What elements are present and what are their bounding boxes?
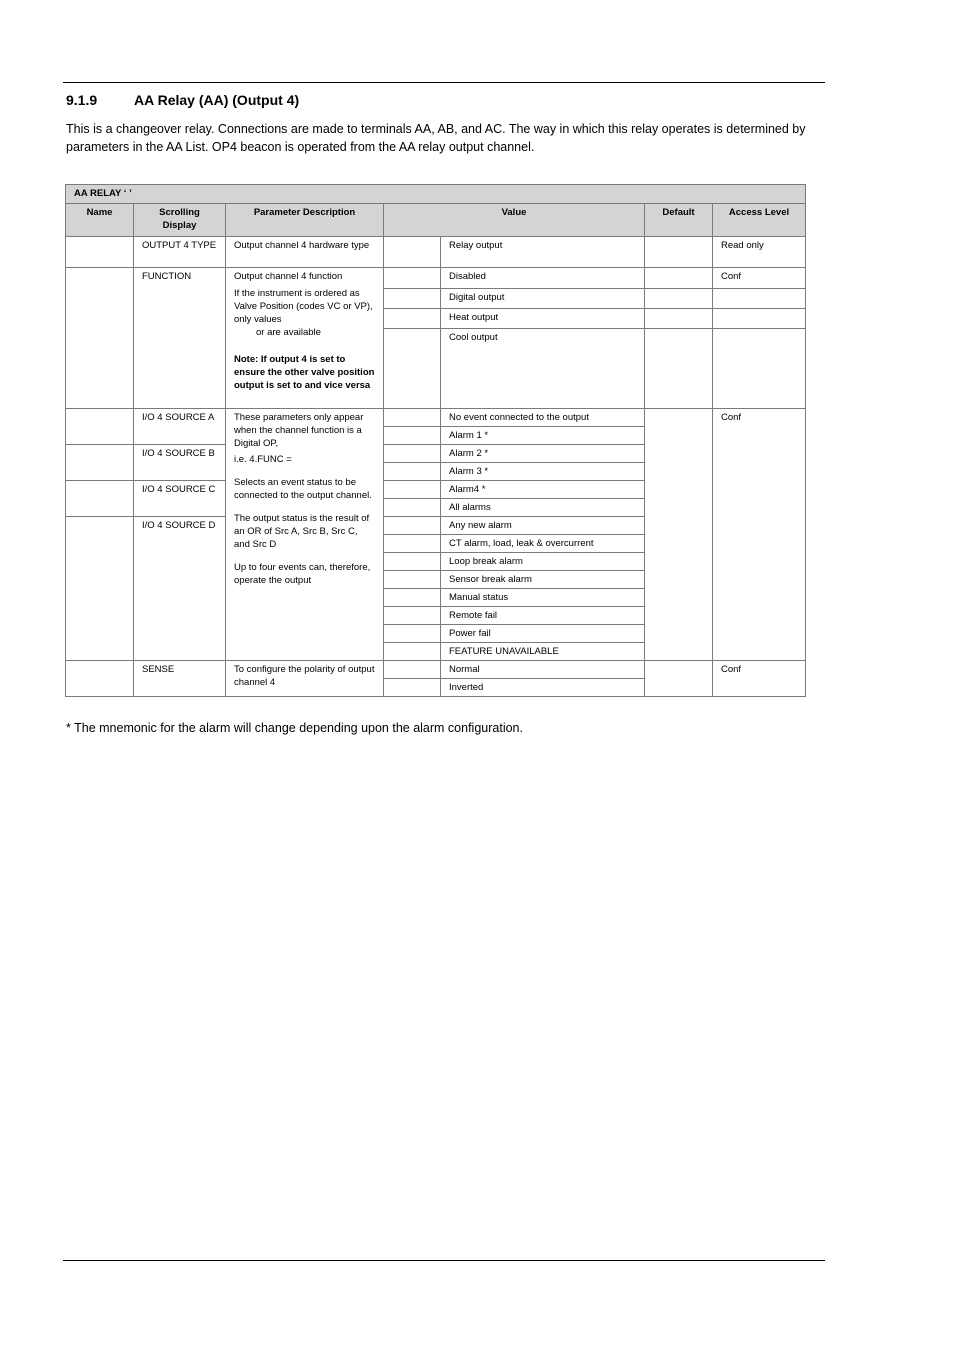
bottom-rule [63, 1260, 825, 1261]
name-cell [66, 517, 134, 661]
function-desc-line: Output channel 4 function [234, 271, 343, 282]
value-code-cell [384, 625, 441, 643]
source-desc-para: Selects an event status to be connected to the output channel. [234, 477, 372, 501]
scrolling-display-cell: FUNCTION [134, 268, 226, 409]
name-cell [66, 481, 134, 517]
value-cell: Heat output [441, 309, 645, 329]
value-code-cell [384, 481, 441, 499]
function-desc-line: If the instrument is ordered as Valve Position (codes VC or VP), only values [234, 288, 373, 325]
access-cell: Conf [713, 268, 806, 289]
section-title: AA Relay (AA) (Output 4) [134, 92, 300, 108]
value-code-cell [384, 427, 441, 445]
value-cell: All alarms [441, 499, 645, 517]
value-cell: Normal [441, 661, 645, 679]
header-parameter-description: Parameter Description [226, 204, 384, 237]
value-cell: Alarm 1 * [441, 427, 645, 445]
scrolling-display-cell: I/O 4 SOURCE B [134, 445, 226, 481]
value-code-cell [384, 237, 441, 268]
name-cell [66, 445, 134, 481]
header-scrolling-display: Scrolling Display [134, 204, 226, 237]
description-cell: To configure the polarity of output channel 4 [226, 661, 384, 697]
description-cell [226, 268, 384, 409]
value-code-cell [384, 553, 441, 571]
value-code-cell [384, 661, 441, 679]
value-code-cell [384, 643, 441, 661]
value-cell: Remote fail [441, 607, 645, 625]
value-code-cell [384, 289, 441, 309]
function-desc-line: or are available [256, 327, 321, 338]
name-cell [66, 409, 134, 445]
scrolling-display-cell: OUTPUT 4 TYPE [134, 237, 226, 268]
default-cell [645, 309, 713, 329]
description-cell: Output channel 4 hardware type [226, 237, 384, 268]
value-cell: Relay output [441, 237, 645, 268]
name-cell [66, 237, 134, 268]
default-cell [645, 237, 713, 268]
value-code-cell [384, 517, 441, 535]
scrolling-display-cell: I/O 4 SOURCE C [134, 481, 226, 517]
default-cell [645, 268, 713, 289]
header-access-level: Access Level [713, 204, 806, 237]
value-cell: Disabled [441, 268, 645, 289]
source-desc-para: These parameters only appear when the channel function is a Digital OP, [234, 412, 364, 449]
header-name: Name [66, 204, 134, 237]
table-title-row [66, 185, 806, 204]
default-cell [645, 661, 713, 697]
scrolling-display-cell: I/O 4 SOURCE A [134, 409, 226, 445]
value-code-cell [384, 499, 441, 517]
access-cell: Conf [713, 661, 806, 697]
value-code-cell [384, 535, 441, 553]
section-intro: This is a changeover relay. Connections are made to terminals AA, AB, and AC. The way in which this relay operates is determined by parameters in the AA List. OP4 beacon is operated from the AA relay output channel. [66, 122, 806, 154]
value-cell: Digital output [441, 289, 645, 309]
value-code-cell [384, 679, 441, 697]
value-code-cell [384, 268, 441, 289]
value-code-cell [384, 589, 441, 607]
table-row [66, 661, 806, 679]
parameter-table [65, 184, 806, 697]
table-row [66, 409, 806, 427]
value-cell: Inverted [441, 679, 645, 697]
access-cell [713, 289, 806, 309]
table-header-row [66, 204, 806, 237]
header-value: Value [384, 204, 645, 237]
value-cell: Alarm 2 * [441, 445, 645, 463]
scrolling-display-cell: I/O 4 SOURCE D [134, 517, 226, 661]
value-cell: Manual status [441, 589, 645, 607]
value-cell: Alarm 3 * [441, 463, 645, 481]
value-cell: FEATURE UNAVAILABLE [441, 643, 645, 661]
source-desc-para: i.e. 4.FUNC = [234, 454, 292, 465]
table-row [66, 237, 806, 268]
default-cell [645, 329, 713, 409]
value-cell: No event connected to the output [441, 409, 645, 427]
value-code-cell [384, 607, 441, 625]
description-cell [226, 409, 384, 661]
access-cell [713, 329, 806, 409]
default-cell [645, 409, 713, 661]
section-number: 9.1.9 [66, 92, 98, 108]
function-desc-note: Note: If output 4 is set to ensure the other valve position output is set to and vice versa [234, 354, 375, 391]
access-cell: Read only [713, 237, 806, 268]
source-desc-para: The output status is the result of an OR of Src A, Src B, Src C, and Src D [234, 513, 370, 550]
value-cell: Alarm4 * [441, 481, 645, 499]
name-cell [66, 661, 134, 697]
value-cell: Sensor break alarm [441, 571, 645, 589]
value-cell: CT alarm, load, leak & overcurrent [441, 535, 645, 553]
name-cell [66, 268, 134, 409]
value-code-cell [384, 445, 441, 463]
scrolling-display-cell: SENSE [134, 661, 226, 697]
value-code-cell [384, 329, 441, 409]
table-title: AA RELAY ‘ ’ [66, 185, 806, 204]
access-cell: Conf [713, 409, 806, 661]
value-code-cell [384, 409, 441, 427]
value-code-cell [384, 463, 441, 481]
alarm-footnote: * The mnemonic for the alarm will change depending upon the alarm configuration. [66, 721, 523, 735]
value-cell: Cool output [441, 329, 645, 409]
value-cell: Power fail [441, 625, 645, 643]
section-heading [66, 92, 299, 108]
access-cell [713, 309, 806, 329]
value-cell: Any new alarm [441, 517, 645, 535]
table-row [66, 268, 806, 289]
value-code-cell [384, 309, 441, 329]
value-cell: Loop break alarm [441, 553, 645, 571]
header-default: Default [645, 204, 713, 237]
top-rule [63, 82, 825, 83]
default-cell [645, 289, 713, 309]
source-desc-para: Up to four events can, therefore, operate the output [234, 562, 371, 586]
value-code-cell [384, 571, 441, 589]
